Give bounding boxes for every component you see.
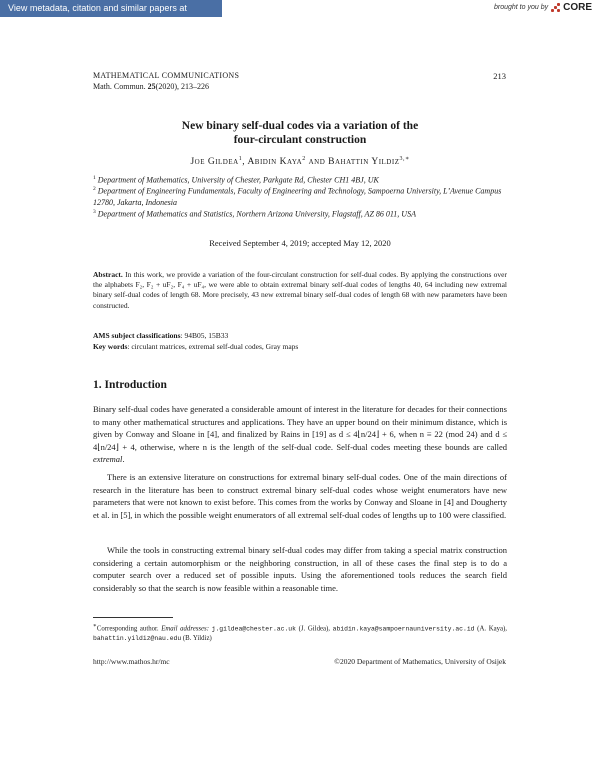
brought-by[interactable] — [494, 2, 592, 13]
author-1: Joe Gildea — [190, 157, 239, 168]
brought-by-text: brought to you by — [494, 4, 549, 11]
author-3: Bahattin Yildiz — [328, 157, 400, 168]
intro-paragraph-2: There is an extensive literature on constructions for extremal binary self-dual codes. One of the main directions of research in the literature has been to construct extremal binary self-dual codes whose weight enumerators have new parameters that were not known to exist before. This comes from the works by Conway and Sloane in [4] and Dougherty et al. in [5], in which the possible weight enumerators of all extremal self-dual codes of lengths up to 100 were classified. — [93, 472, 507, 520]
footer-url[interactable]: http://www.mathos.hr/mc — [93, 657, 170, 666]
affiliation-1: $^1$ Department of Mathematics, University of Chester, Parkgate Rd, Chester CH1 4BJ, UK — [93, 175, 379, 185]
core-logo-icon — [551, 3, 561, 13]
core-logo-text: CORE — [563, 2, 592, 13]
email-gildea[interactable]: j.gildea@chester.ac.uk — [211, 625, 296, 633]
core-logo[interactable] — [551, 2, 592, 13]
email-kaya[interactable]: abidin.kaya@sampoernauniversity.ac.id — [332, 625, 475, 633]
abstract — [93, 270, 507, 311]
keywords: Key words: circulant matrices, extremal self-dual codes, Gray maps — [93, 342, 299, 351]
affiliation-3: $^3$ Department of Mathematics and Statistics, Northern Arizona University, Flagstaff, AZ 86 011, USA — [93, 209, 416, 219]
core-banner — [0, 0, 600, 30]
footer-copyright: ©2020 Department of Mathematics, University of Osijek — [334, 657, 506, 666]
intro-paragraph-3: While the tools in constructing extremal binary self-dual codes may differ from taking a special matrix construction considering a certain automorphism or the neighboring construction, in all of these cases the final step is to do a computer search over a reduced set of possible inputs. Using the aforementioned tools reduces the search field considerably so that the search is now feasible within a reasonable time. — [93, 545, 507, 593]
volume: 25 — [147, 82, 156, 91]
footnote-rule — [93, 617, 173, 618]
received-dates: Received September 4, 2019; accepted May 12, 2020 — [209, 238, 391, 248]
page-number: 213 — [493, 71, 506, 81]
author-2: Abidin Kaya — [247, 157, 303, 168]
metadata-banner[interactable] — [0, 0, 222, 30]
abstract-text: In this work, we provide a variation of the four-circulant construction for self-dual codes. By applying the constructions over the alphabets F₂, F₂ + uF₂, F₄ + uF₄, we were able to obtain extremal binary self-dual codes of lengths 40, 64 including new extremal binary self-dual codes of length 68. More precisely, 43 new extremal binary self-dual codes of length 68 with new parameters have been constructed. — [93, 270, 508, 310]
section-heading: 1. Introduction — [93, 379, 167, 391]
journal-name: MATHEMATICAL COMMUNICATIONS — [93, 71, 240, 80]
abstract-label: Abstract. — [93, 270, 123, 279]
intro-paragraph-1: Binary self-dual codes have generated a considerable amount of interest in the literature for decades for their connections to many other mathematical structures and applications. They have an upper bound on their minimum distance, which is given by Conway and Sloane in [4], and finalized by Rains in [19] as d ≤ 4⌊n/24⌋ + 6, when n ≡ 22 (mod 24) and d ≤ 4⌊n/24⌋ + 4, otherwise, where n is the length of the self-dual code. Self-dual codes meeting these bounds are called extremal. — [93, 404, 507, 465]
footnote: ∗Corresponding author. Email addresses: j.gildea@chester.ac.uk (J. Gildea), abidin.kaya@sampoernauniversity.ac.id (A. Kaya), bahattin.yildiz@nau.edu (B. Yildiz) — [93, 623, 507, 642]
metadata-banner-text: View metadata, citation and similar papers at — [8, 3, 187, 13]
paper-title: New binary self-dual codes via a variation of the four-circulant construction — [181, 120, 419, 146]
affiliation-2: $^2$ Department of Engineering Fundamentals, Faculty of Engineering and Technology, Sampoerna University, L’Avenue Campus 12780, Jakarta, Indonesia — [93, 186, 502, 207]
ams-classifications: AMS subject classifications: 94B05, 15B33 — [93, 331, 229, 340]
journal-citation: Math. Commun. 25(2020), 213–226 — [93, 82, 209, 91]
core-link[interactable]: core.ac.uk — [8, 20, 50, 30]
email-yildiz[interactable]: bahattin.yildiz@nau.edu — [93, 634, 182, 642]
author-list: Joe Gildea$^1$, Abidin Kaya$^2$ and Bahattin Yildiz$^{3,∗}$ — [190, 156, 410, 168]
